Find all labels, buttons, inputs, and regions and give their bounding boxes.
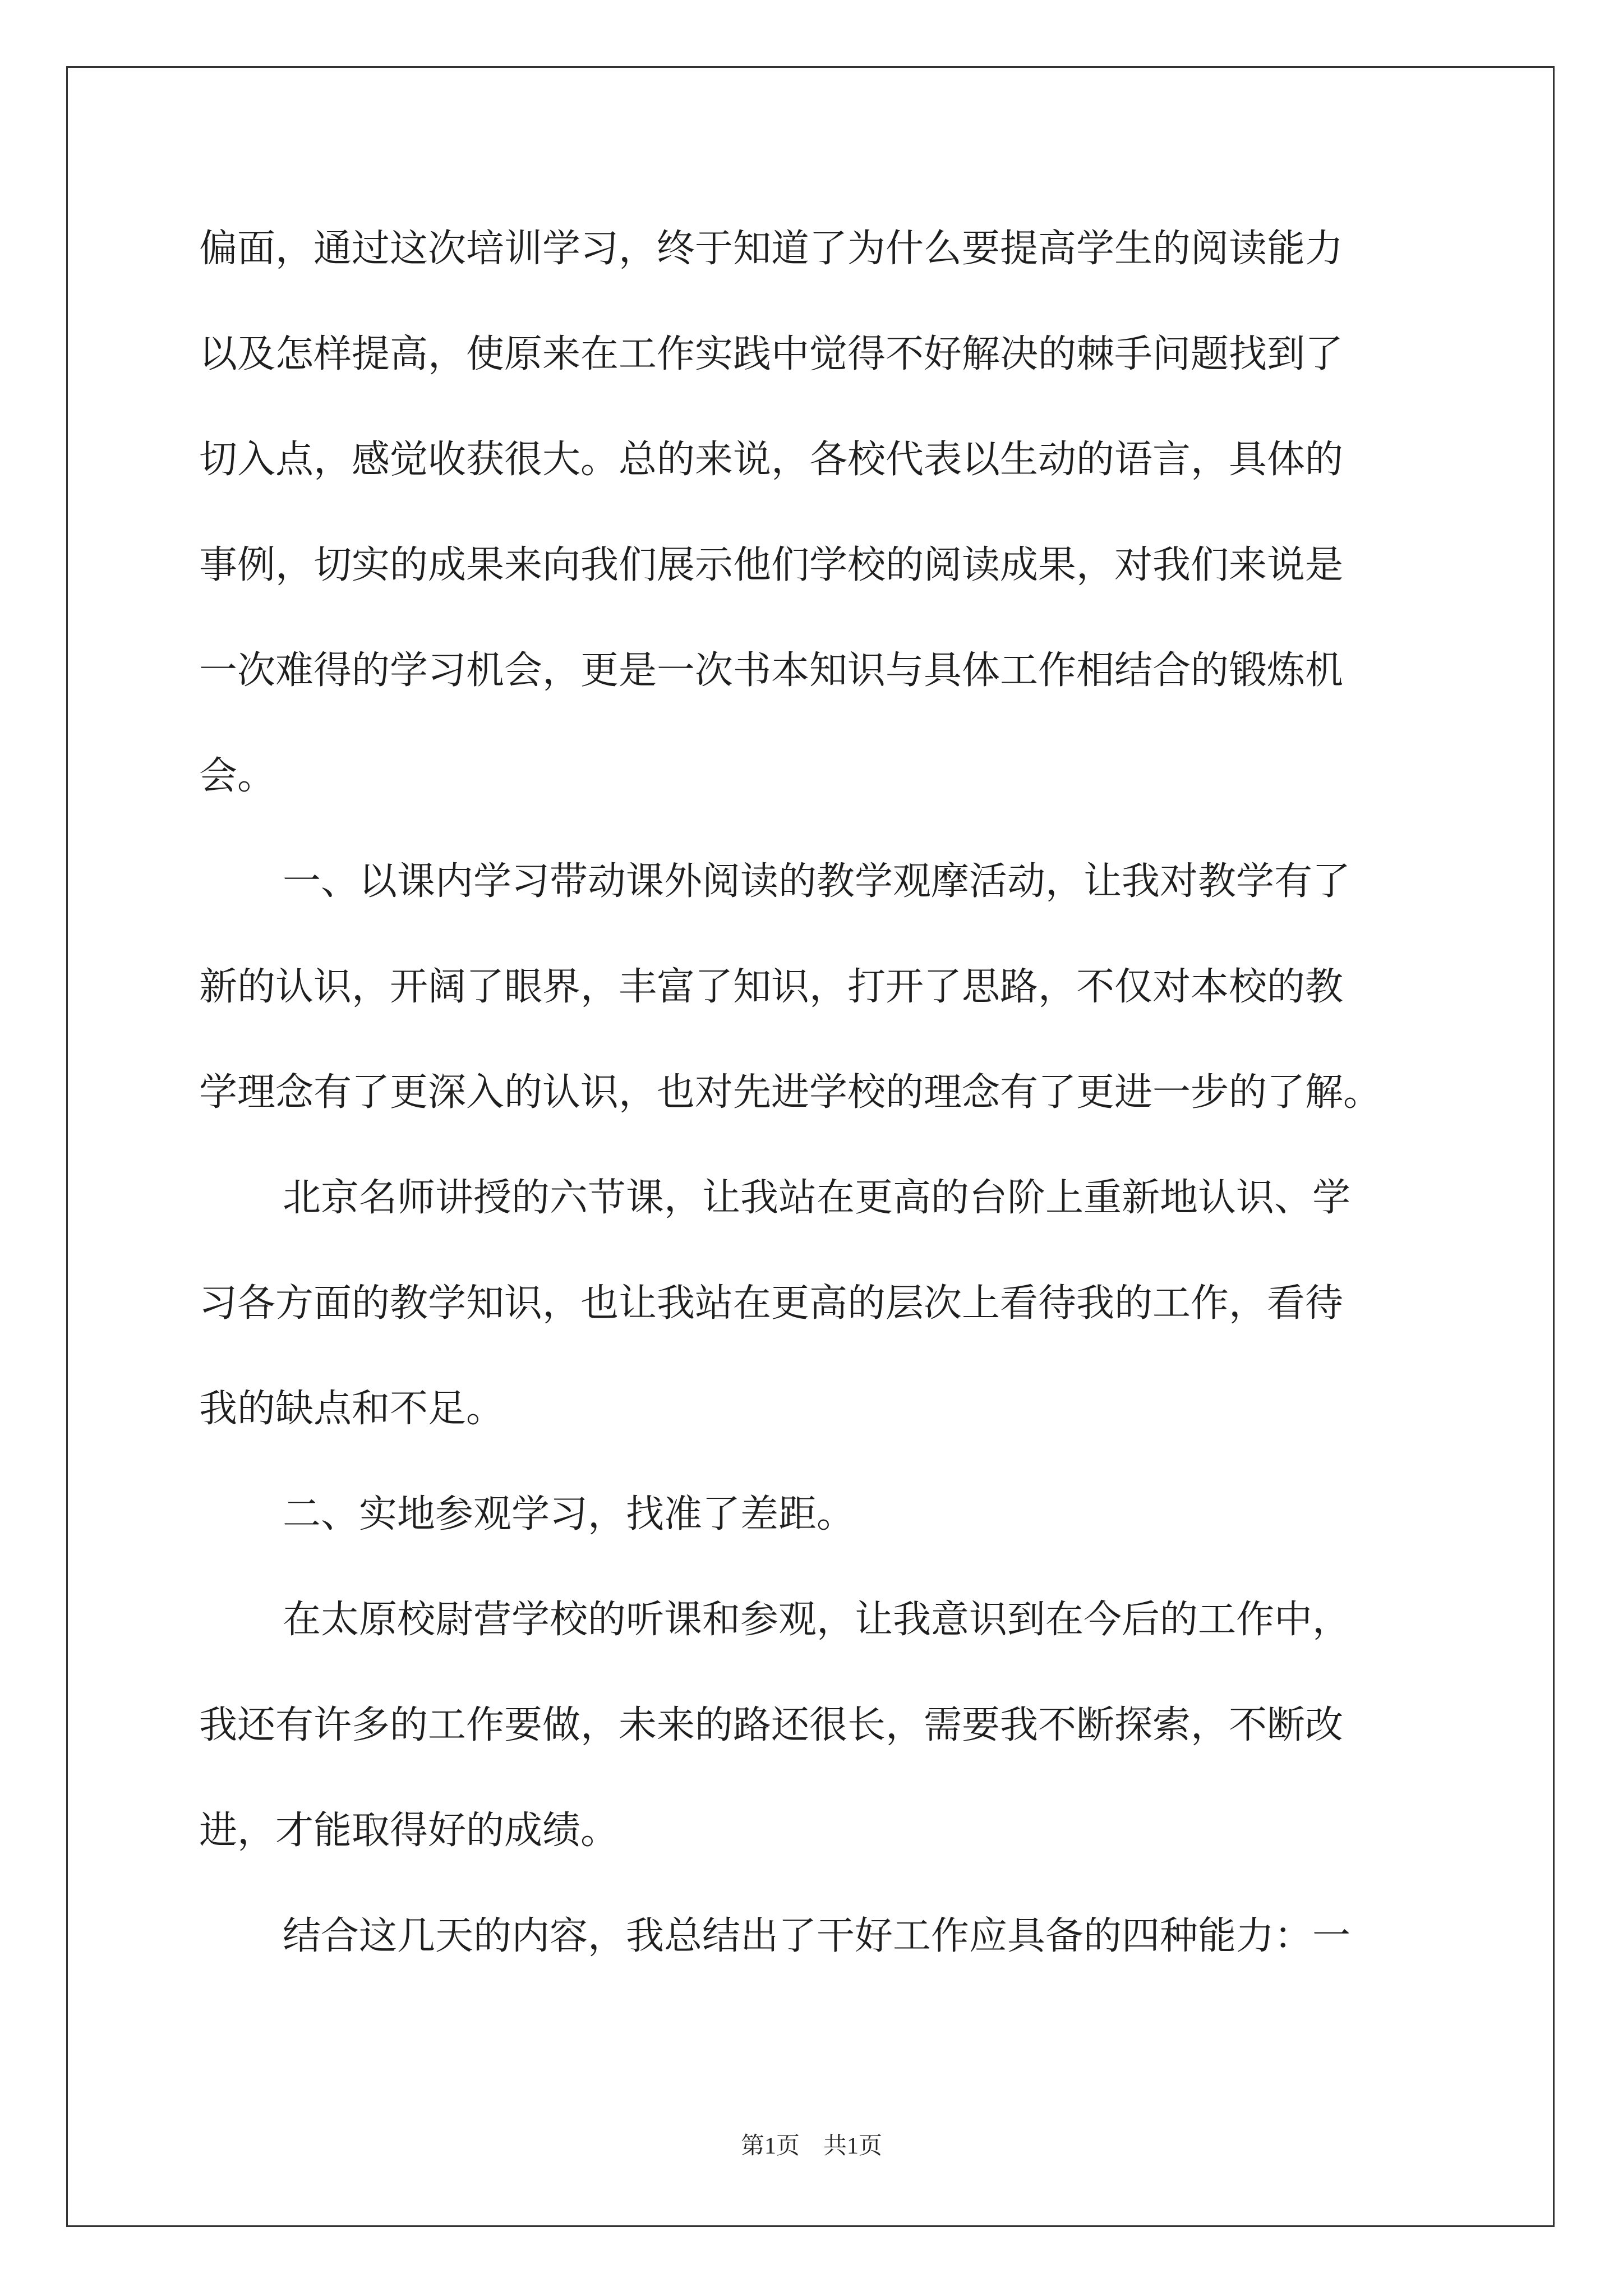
- text-line: 我的缺点和不足。: [199, 1387, 505, 1431]
- paragraph-first-line: 在太原校尉营学校的听课和参观，让我意识到在今后的工作中，: [283, 1598, 1351, 1642]
- text-line: 会。: [199, 754, 276, 798]
- text-line: 我还有许多的工作要做，未来的路还很长，需要我不断探索，不断改: [199, 1703, 1344, 1747]
- paragraph-first-line: 结合这几天的内容，我总结出了干好工作应具备的四种能力：一: [283, 1914, 1351, 1958]
- text-line: 学理念有了更深入的认识，也对先进学校的理念有了更进一步的了解。: [199, 1070, 1382, 1115]
- paragraph-first-line: 一、以课内学习带动课外阅读的教学观摩活动，让我对教学有了: [283, 859, 1351, 904]
- paragraph-first-line: 二、实地参观学习，找准了差距。: [283, 1492, 855, 1536]
- text-line: 切入点，感觉收获很大。总的来说，各校代表以生动的语言，具体的: [199, 438, 1344, 482]
- text-line: 偏面，通过这次培训学习，终于知道了为什么要提高学生的阅读能力: [199, 227, 1344, 271]
- page-border: [66, 66, 1555, 2227]
- page-footer: 第1页 共1页: [740, 2133, 882, 2159]
- paragraph-first-line: 北京名师讲授的六节课，让我站在更高的台阶上重新地认识、学: [283, 1176, 1351, 1220]
- text-line: 以及怎样提高，使原来在工作实践中觉得不好解决的棘手问题找到了: [199, 332, 1344, 376]
- text-line: 一次难得的学习机会，更是一次书本知识与具体工作相结合的锻炼机: [199, 648, 1344, 693]
- text-line: 习各方面的教学知识，也让我站在更高的层次上看待我的工作，看待: [199, 1281, 1344, 1326]
- text-line: 进，才能取得好的成绩。: [199, 1809, 619, 1853]
- text-line: 新的认识，开阔了眼界，丰富了知识，打开了思路，不仅对本校的教: [199, 965, 1344, 1009]
- text-line: 事例，切实的成果来向我们展示他们学校的阅读成果，对我们来说是: [199, 543, 1344, 587]
